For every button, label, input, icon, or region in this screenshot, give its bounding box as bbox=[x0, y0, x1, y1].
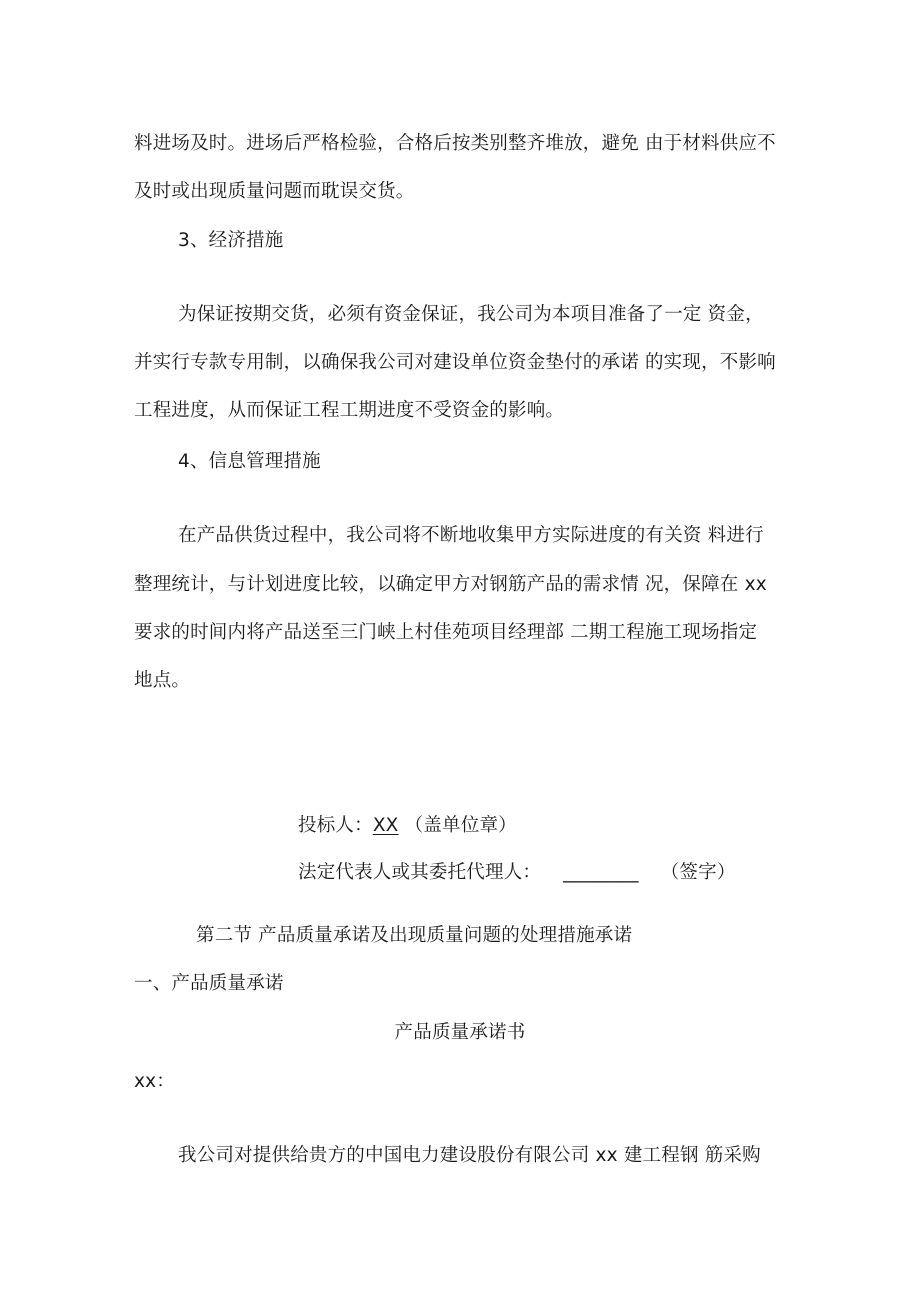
representative-label: 法定代表人或其委托代理人： bbox=[298, 862, 542, 883]
paragraph-line: 地点。 bbox=[134, 670, 191, 691]
paragraph-line: 并实行专款专用制，以确保我公司对建设单位资金垫付的承诺 的实现，不影响 bbox=[134, 352, 776, 373]
subsection-title: 一、产品质量承诺 bbox=[134, 973, 284, 994]
paragraph-line: 及时或出现质量问题而耽误交货。 bbox=[134, 181, 415, 202]
paragraph-line: 我公司对提供给贵方的中国电力建设股份有限公司 xx 建工程钢 筋采购 bbox=[178, 1145, 761, 1166]
bidder-line bbox=[298, 814, 920, 838]
paragraph-line: 整理统计，与计划进度比较，以确定甲方对钢筋产品的需求情 况，保障在 xx bbox=[134, 574, 767, 595]
letter-title: 产品质量承诺书 bbox=[394, 1022, 526, 1043]
heading-information-management: 4、信息管理措施 bbox=[178, 451, 321, 472]
bidder-suffix: （盖单位章） bbox=[404, 815, 517, 836]
representative-suffix: （签字） bbox=[660, 862, 736, 883]
signature-blank: ________ bbox=[563, 862, 639, 883]
bidder-label: 投标人： bbox=[298, 815, 373, 836]
section-title: 第二节 产品质量承诺及出现质量问题的处理措施承诺 bbox=[196, 925, 633, 946]
paragraph-line: 料进场及时。进场后严格检验，合格后按类别整齐堆放，避免 由于材料供应不 bbox=[134, 133, 776, 154]
representative-line bbox=[298, 861, 920, 885]
paragraph-line: 为保证按期交货，必须有资金保证，我公司为本项目准备了一定 资金， bbox=[178, 304, 764, 325]
paragraph-line: 要求的时间内将产品送至三门峡上村佳苑项目经理部 二期工程施工现场指定 bbox=[134, 622, 758, 643]
paragraph-line: 在产品供货过程中，我公司将不断地收集甲方实际进度的有关资 料进行 bbox=[178, 525, 764, 546]
heading-economic-measures: 3、经济措施 bbox=[178, 230, 284, 251]
bidder-value: XX bbox=[372, 815, 399, 836]
paragraph-line: 工程进度，从而保证工程工期进度不受资金的影响。 bbox=[134, 400, 565, 421]
salutation: xx： bbox=[134, 1071, 175, 1092]
